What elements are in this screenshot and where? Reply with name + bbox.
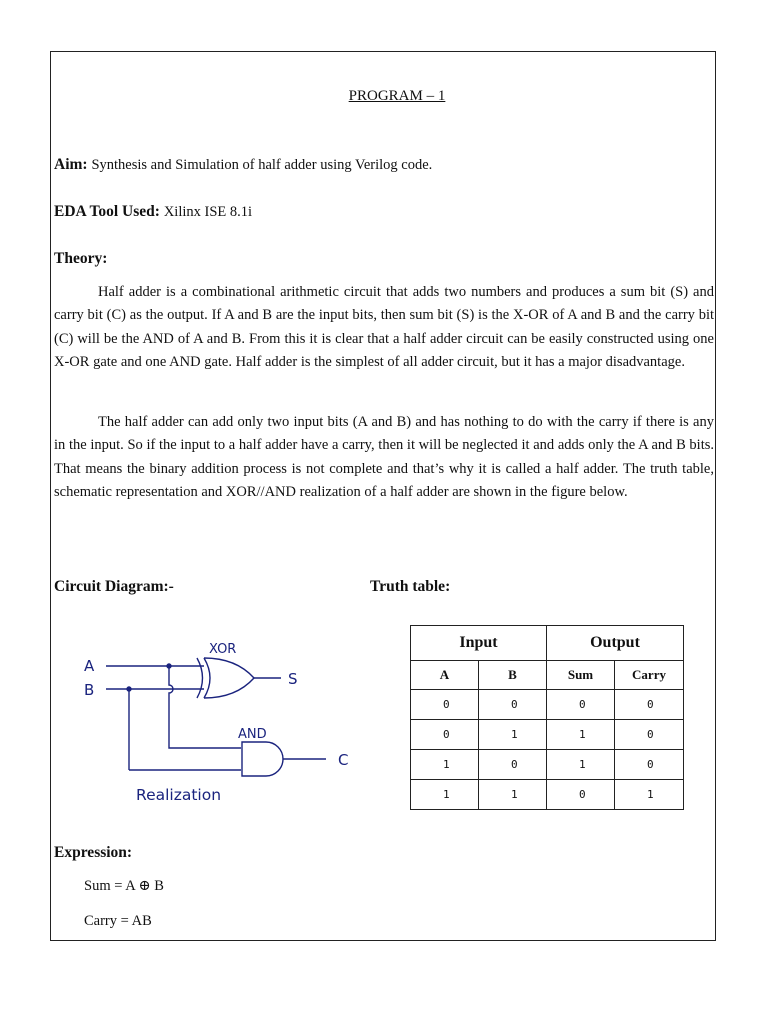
label-c: C [338, 751, 349, 769]
table-row [411, 720, 684, 750]
cell: 1 [411, 780, 479, 810]
theory-heading: Theory: [54, 250, 108, 267]
cell: 1 [479, 780, 547, 810]
expression-sum: Sum = A ⊕ B [84, 878, 164, 894]
xor-back-arc [197, 658, 203, 698]
aim-text: Synthesis and Simulation of half adder using Verilog code. [91, 157, 433, 173]
cell: 1 [411, 750, 479, 780]
theory-paragraph-1: Half adder is a combinational arithmetic circuit that adds two numbers and produces a sum bit (S) and carry bit (C) as the output. If A and B are the input bits, then sum bit (S) is the X-OR of A and B and the carry bit (C) will be the AND of A and B. From this it is clear that a half adder circuit can be easily constructed using one X-OR gate and one AND gate. Half adder is the simplest of all adder circuit, but it has a major disadvantage. [54, 284, 714, 370]
table-row [411, 690, 684, 720]
expression-heading: Expression: [54, 844, 133, 861]
label-s: S [288, 670, 298, 688]
cell: 1 [547, 720, 615, 750]
cell: 0 [411, 690, 479, 720]
header-input: Input [411, 626, 547, 661]
eda-text: Xilinx ISE 8.1i [163, 204, 253, 220]
cell: 0 [615, 750, 684, 780]
label-and: AND [238, 727, 267, 742]
label-xor: XOR [209, 642, 237, 657]
document-page [50, 51, 716, 941]
half-adder-circuit [76, 630, 376, 810]
col-sum: Sum [547, 661, 615, 690]
col-a: A [411, 661, 479, 690]
label-realization: Realization [136, 786, 222, 804]
expression-carry: Carry = AB [84, 913, 152, 929]
cell: 0 [547, 780, 615, 810]
truth-table [410, 625, 684, 810]
aim-line [54, 156, 432, 174]
theory-paragraph-2: The half adder can add only two input bits (A and B) and has nothing to do with the carry if there is any in the input. So if the input to a half adder have a carry, then it will be neglected it and adds only the A and B bits. That means the binary addition process is not complete and that’s why it is called a half adder. The truth table, schematic representation and XOR//AND realization of a half adder are shown in the figure below. [54, 414, 714, 500]
table-row [411, 750, 684, 780]
cell: 1 [615, 780, 684, 810]
col-b: B [479, 661, 547, 690]
program-title: PROGRAM – 1 [348, 88, 446, 104]
table-row [411, 780, 684, 810]
cell: 0 [479, 690, 547, 720]
aim-label: Aim: [54, 156, 88, 173]
wire-a-to-and [169, 666, 241, 748]
truth-table-heading: Truth table: [370, 578, 451, 595]
cell: 0 [547, 690, 615, 720]
header-output: Output [547, 626, 684, 661]
cell: 0 [615, 690, 684, 720]
eda-line [54, 203, 252, 221]
and-body [242, 742, 283, 776]
cell: 0 [615, 720, 684, 750]
cell: 1 [479, 720, 547, 750]
xor-body [204, 658, 254, 698]
cell: 1 [547, 750, 615, 780]
cell: 0 [411, 720, 479, 750]
circuit-diagram-heading: Circuit Diagram:- [54, 578, 174, 595]
col-carry: Carry [615, 661, 684, 690]
label-b: B [84, 681, 95, 699]
xor-input-arc [204, 658, 210, 698]
label-a: A [84, 657, 95, 675]
cell: 0 [479, 750, 547, 780]
eda-label: EDA Tool Used: [54, 203, 160, 220]
